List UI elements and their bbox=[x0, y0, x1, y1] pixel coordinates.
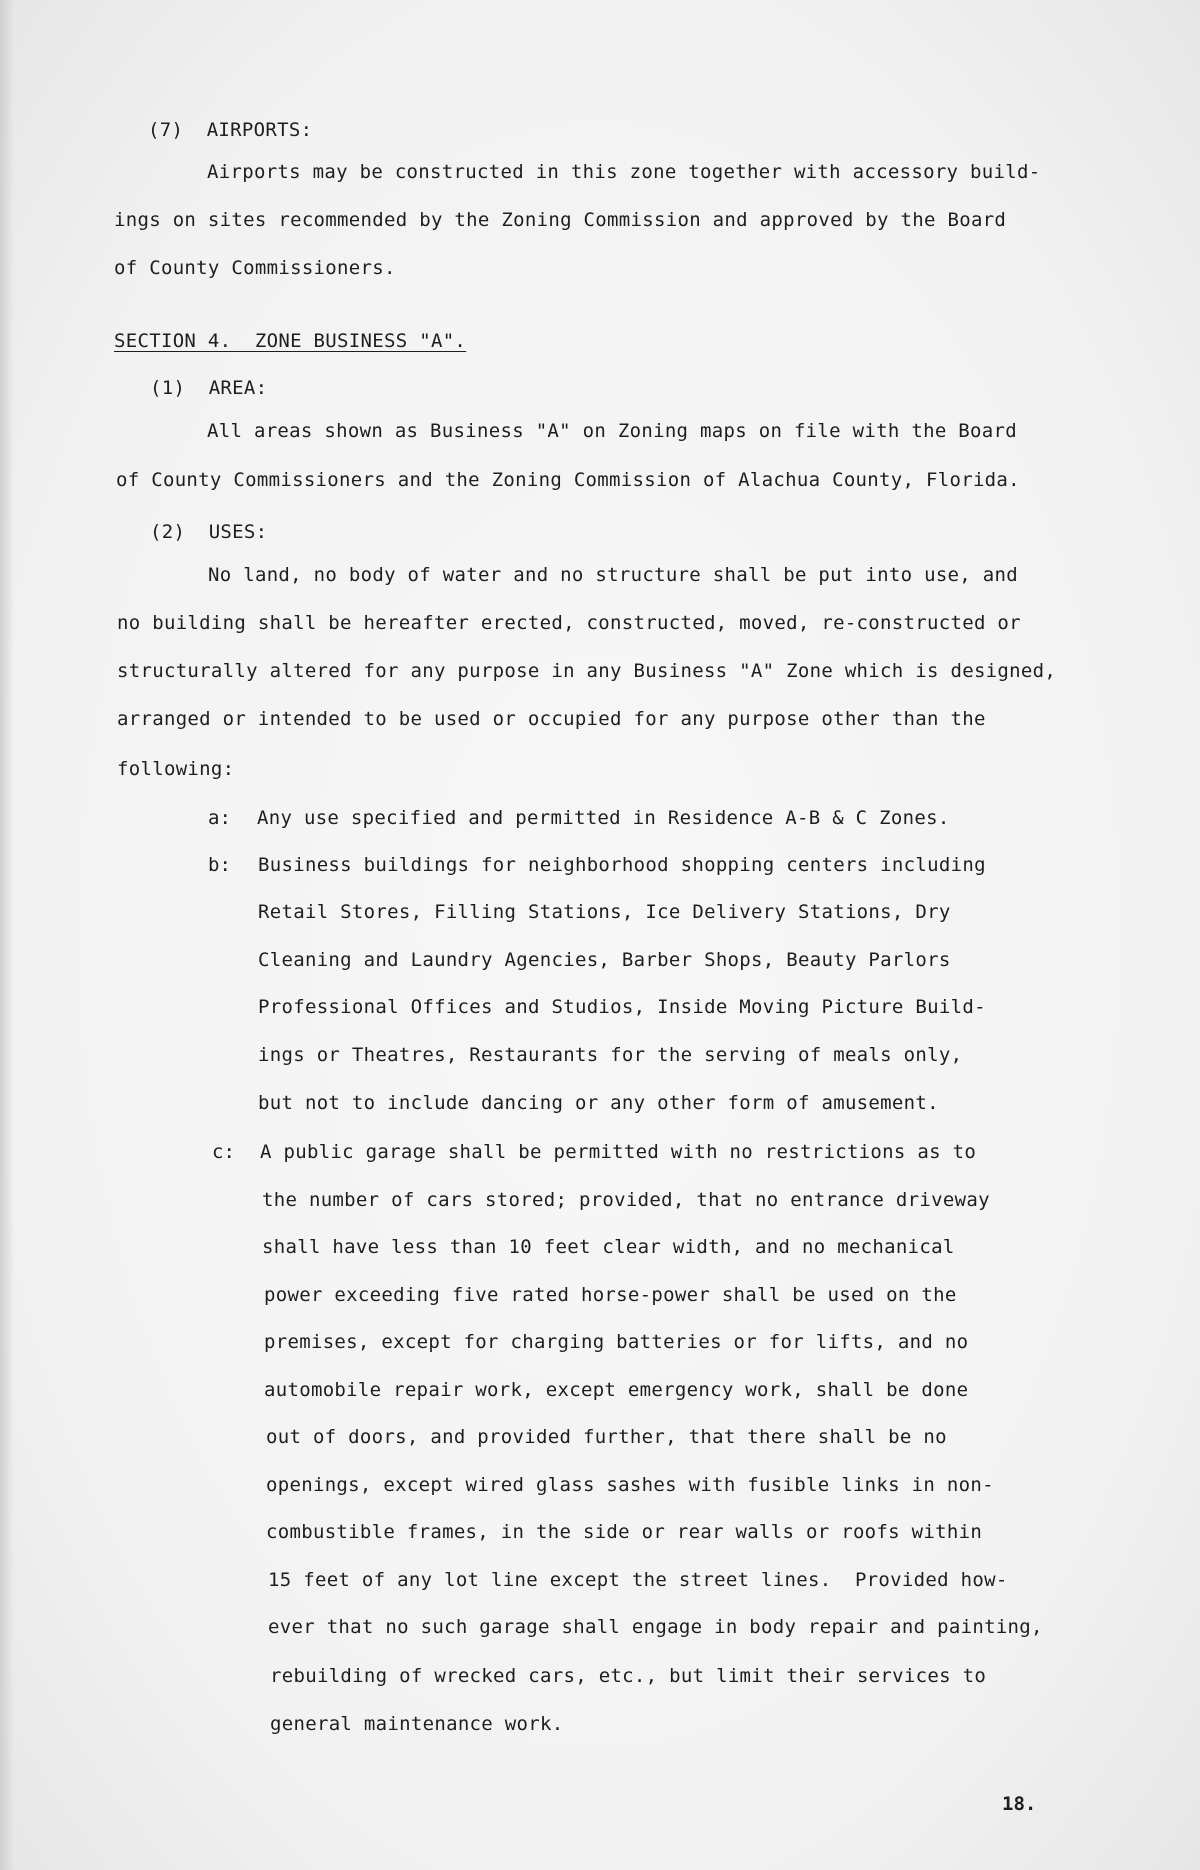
uses-line-1: No land, no body of water and no structure shall be put into use, and bbox=[208, 564, 1018, 586]
item-c-line-5: premises, except for charging batteries or for lifts, and no bbox=[264, 1331, 969, 1353]
area-heading: (1) AREA: bbox=[150, 377, 268, 399]
item-c-line-7: out of doors, and provided further, that there shall be no bbox=[266, 1426, 947, 1448]
item-b-line-6: but not to include dancing or any other form of amusement. bbox=[258, 1092, 939, 1114]
item-c-line-9: combustible frames, in the side or rear walls or roofs within bbox=[266, 1521, 983, 1543]
uses-line-4: arranged or intended to be used or occupied for any purpose other than the bbox=[117, 708, 986, 730]
item-c-marker: c: bbox=[212, 1141, 235, 1163]
page-number: 18. bbox=[1002, 1793, 1037, 1815]
item-c-line-13: general maintenance work. bbox=[270, 1713, 564, 1735]
item-a-line-1: Any use specified and permitted in Residence A-B & C Zones. bbox=[257, 807, 950, 829]
item-b-line-4: Professional Offices and Studios, Inside Moving Picture Build- bbox=[258, 996, 986, 1018]
item-b-marker: b: bbox=[208, 854, 231, 876]
item-c-line-8: openings, except wired glass sashes with fusible links in non- bbox=[266, 1474, 994, 1496]
item-c-line-1: A public garage shall be permitted with no restrictions as to bbox=[260, 1141, 977, 1163]
item-c-line-3: shall have less than 10 feet clear width, and no mechanical bbox=[262, 1236, 955, 1258]
item-c-line-6: automobile repair work, except emergency work, shall be done bbox=[264, 1379, 969, 1401]
section-4-heading: SECTION 4. ZONE BUSINESS "A". bbox=[114, 330, 467, 352]
item-c-line-12: rebuilding of wrecked cars, etc., but limit their services to bbox=[270, 1665, 987, 1687]
area-line-2: of County Commissioners and the Zoning Commission of Alachua County, Florida. bbox=[116, 469, 1020, 491]
item-b-line-3: Cleaning and Laundry Agencies, Barber Shops, Beauty Parlors bbox=[258, 949, 951, 971]
airports-heading: (7) AIRPORTS: bbox=[148, 119, 313, 141]
airports-line-1: Airports may be constructed in this zone together with accessory build- bbox=[207, 161, 1041, 183]
item-b-line-1: Business buildings for neighborhood shopping centers including bbox=[258, 854, 986, 876]
item-b-line-2: Retail Stores, Filling Stations, Ice Delivery Stations, Dry bbox=[258, 901, 951, 923]
item-c-line-11: ever that no such garage shall engage in body repair and painting, bbox=[268, 1616, 1043, 1638]
item-b-line-5: ings or Theatres, Restaurants for the serving of meals only, bbox=[258, 1044, 963, 1066]
airports-line-3: of County Commissioners. bbox=[114, 257, 396, 279]
item-c-line-2: the number of cars stored; provided, that no entrance driveway bbox=[262, 1189, 990, 1211]
item-c-line-10: 15 feet of any lot line except the street lines. Provided how- bbox=[268, 1569, 1008, 1591]
item-c-line-4: power exceeding five rated horse-power shall be used on the bbox=[264, 1284, 957, 1306]
uses-line-3: structurally altered for any purpose in any Business "A" Zone which is designed, bbox=[117, 660, 1057, 682]
uses-line-2: no building shall be hereafter erected, constructed, moved, re-constructed or bbox=[117, 612, 1021, 634]
uses-heading: (2) USES: bbox=[150, 521, 268, 543]
page-edge-shadow bbox=[0, 0, 14, 1870]
item-a-marker: a: bbox=[208, 807, 231, 829]
area-line-1: All areas shown as Business "A" on Zoning maps on file with the Board bbox=[207, 420, 1017, 442]
airports-line-2: ings on sites recommended by the Zoning Commission and approved by the Board bbox=[114, 209, 1007, 231]
uses-line-5: following: bbox=[117, 758, 235, 780]
